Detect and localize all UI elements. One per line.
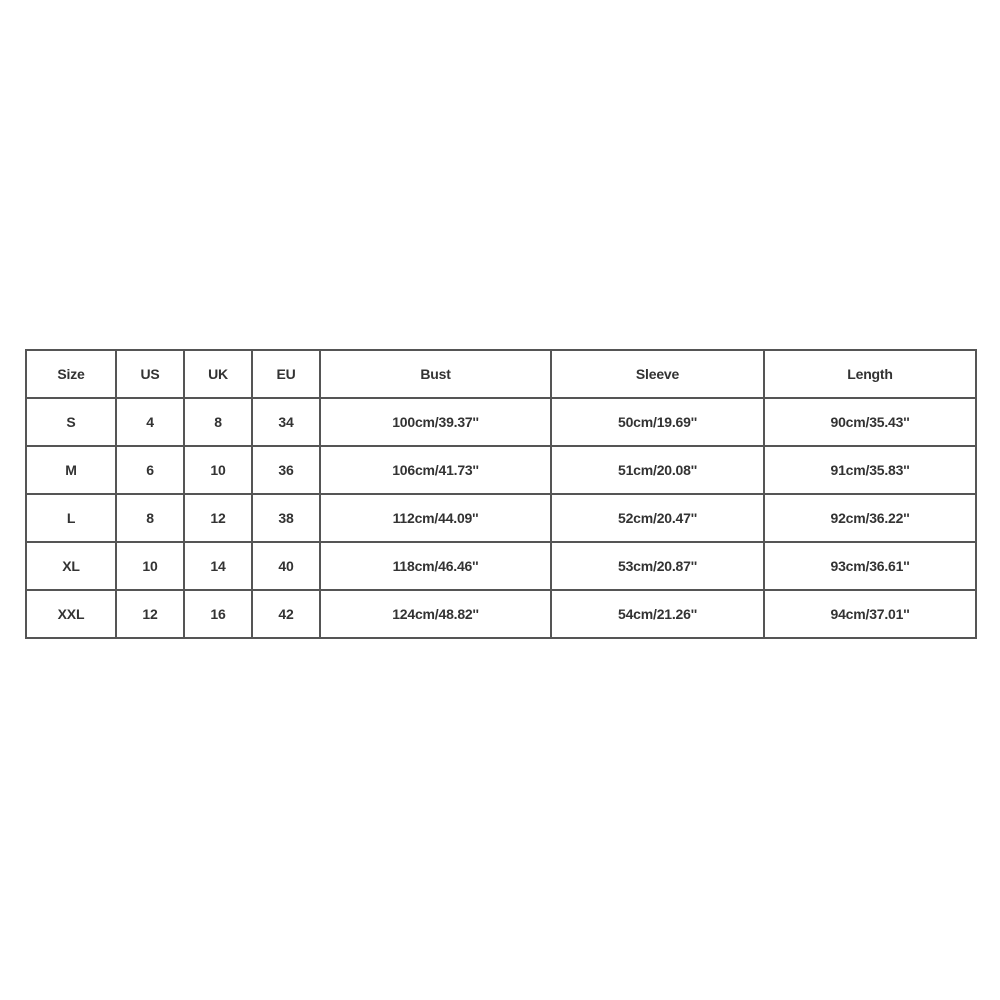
header-cell-length: Length [764,350,976,398]
cell-uk: 14 [184,542,252,590]
cell-size: XXL [26,590,116,638]
cell-sleeve: 51cm/20.08'' [551,446,764,494]
header-cell-size: Size [26,350,116,398]
size-chart-table [25,349,977,639]
cell-eu: 42 [252,590,320,638]
cell-sleeve: 54cm/21.26'' [551,590,764,638]
table-row [26,590,976,638]
cell-eu: 34 [252,398,320,446]
header-cell-eu: EU [252,350,320,398]
cell-length: 90cm/35.43'' [764,398,976,446]
cell-us: 4 [116,398,184,446]
cell-sleeve: 53cm/20.87'' [551,542,764,590]
cell-eu: 36 [252,446,320,494]
cell-uk: 10 [184,446,252,494]
cell-eu: 38 [252,494,320,542]
cell-length: 94cm/37.01'' [764,590,976,638]
cell-size: S [26,398,116,446]
cell-size: M [26,446,116,494]
header-cell-bust: Bust [320,350,551,398]
table-header-row [26,350,976,398]
table-row [26,446,976,494]
cell-sleeve: 52cm/20.47'' [551,494,764,542]
cell-bust: 112cm/44.09'' [320,494,551,542]
cell-size: L [26,494,116,542]
table-row [26,494,976,542]
cell-uk: 12 [184,494,252,542]
header-cell-sleeve: Sleeve [551,350,764,398]
cell-uk: 8 [184,398,252,446]
cell-bust: 124cm/48.82'' [320,590,551,638]
header-cell-uk: UK [184,350,252,398]
cell-size: XL [26,542,116,590]
table-row [26,542,976,590]
cell-uk: 16 [184,590,252,638]
cell-length: 91cm/35.83'' [764,446,976,494]
cell-bust: 106cm/41.73'' [320,446,551,494]
cell-us: 8 [116,494,184,542]
cell-bust: 118cm/46.46'' [320,542,551,590]
cell-length: 93cm/36.61'' [764,542,976,590]
cell-eu: 40 [252,542,320,590]
cell-length: 92cm/36.22'' [764,494,976,542]
cell-us: 10 [116,542,184,590]
table-row [26,398,976,446]
cell-us: 12 [116,590,184,638]
cell-sleeve: 50cm/19.69'' [551,398,764,446]
cell-us: 6 [116,446,184,494]
header-cell-us: US [116,350,184,398]
cell-bust: 100cm/39.37'' [320,398,551,446]
